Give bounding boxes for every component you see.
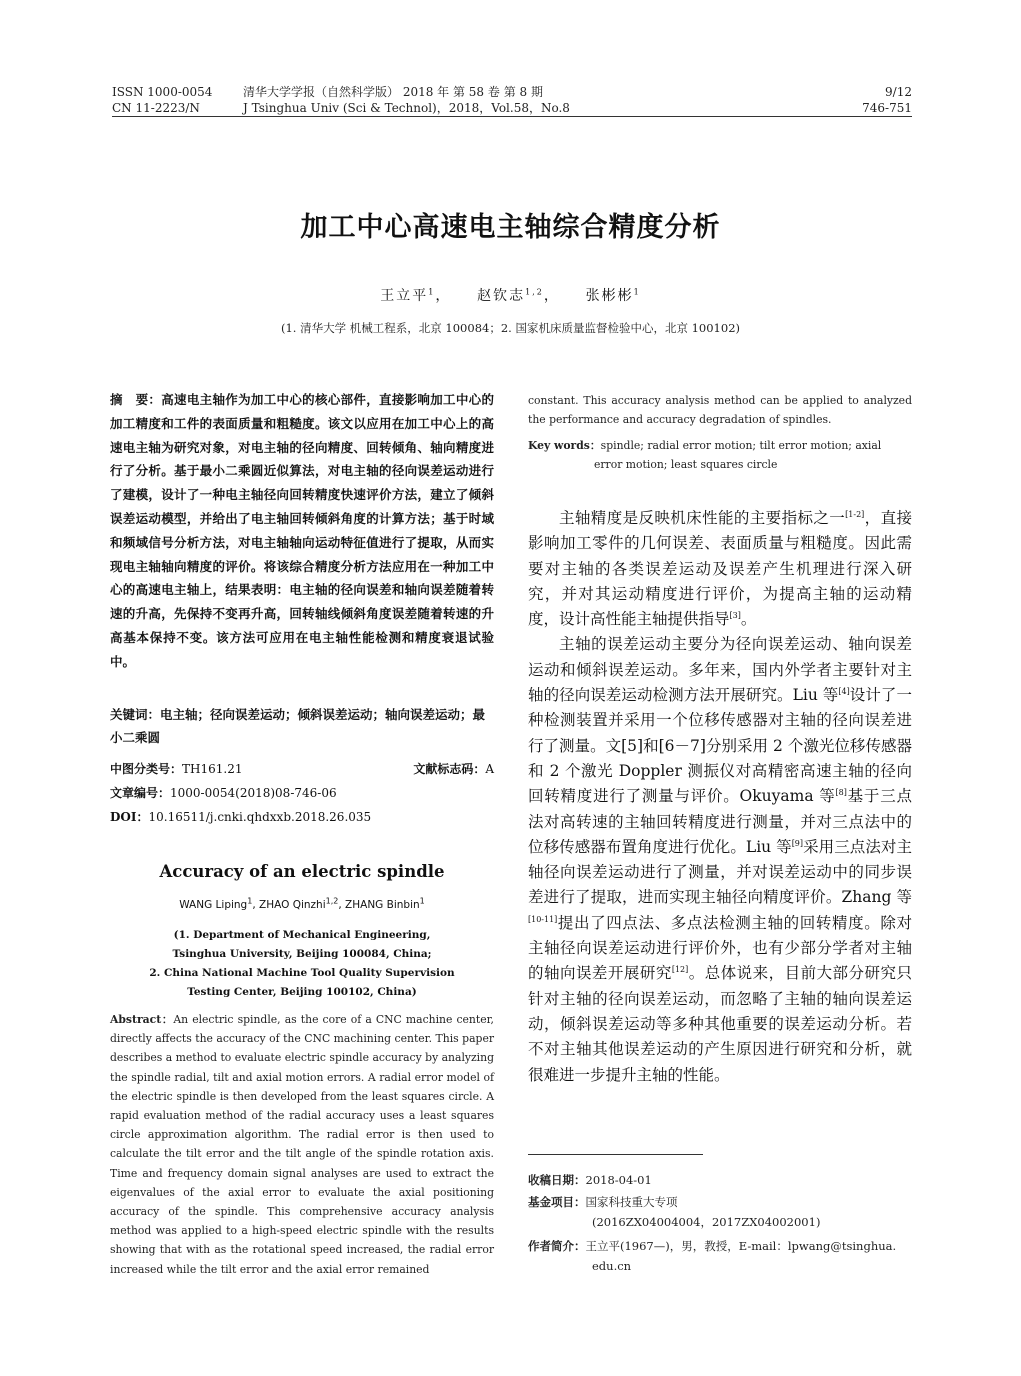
citation: [9] [791, 838, 804, 848]
affiliation: (1. 清华大学 机械工程系，北京 100084；2. 国家机床质量监督检验中心，北京 100102) [281, 321, 740, 335]
en-abstract-text: An electric spindle, as the core of a CNC machine center, directly affects the accuracy of the CNC machining center. This paper describes a method to evaluate electric spindle accuracy by analyzing the spindle radial, tilt and axial motion errors. A radial error model of the electric spindle is then developed from the least squares circle. A rapid evaluation method of the radial accuracy uses a least squares circle approximation algorithm. The radial error is then used to calculate the tilt error and the tilt angle of the spindle rotation axis. Time and frequency domain signal analyses are used to extract the eigenvalues of the axial error to evaluate the axial positioning accuracy of the spindle. This comprehensive accuracy analysis method was applied to a high-speed electric spindle with the results showing that with as the rotational speed increased, the radial error increased while the tilt error and the axial error remained [110, 1013, 494, 1276]
en-author-sup: 1 [247, 896, 253, 906]
en-author-sup: 1 [419, 896, 425, 906]
doc-code-label: 文献标志码： [413, 762, 486, 776]
body-text-run: 。总体说来，目前大部分研究只针对主轴的径向误差运动，而忽略了主轴的轴向误差运动，倾斜误差运动等多种其他重要的误差运动分析。若不对主轴其他误差运动的产生原因进行研究和分析，就很难进一步提升主轴的性能。 [528, 964, 912, 1084]
body-paragraph [528, 506, 912, 632]
cn-keywords-text: 电主轴；径向误差运动；倾斜误差运动；轴向误差运动；最小二乘圆 [110, 707, 486, 745]
cn-number: CN 11-2223/N [112, 101, 200, 115]
en-affil-line: (1. Department of Mechanical Engineering, [173, 929, 431, 941]
body-text [528, 506, 912, 1088]
author-sup: 1 [633, 287, 641, 297]
citation: [10-11] [528, 914, 558, 924]
en-affil-line: Tsinghua University, Beijing 100084, China; [172, 948, 432, 960]
en-keywords-line2: error motion; least squares circle [594, 458, 778, 472]
body-text-run: 采用三点法对主轴径向误差运动进行了测量，并对误差运动中的同步误差进行了提取，进而实现主轴径向精度评价。Zhang 等 [528, 837, 912, 907]
en-keywords-label: Key words： [528, 439, 601, 452]
body-text-run: 。 [740, 610, 757, 629]
author-sup: 1,2 [525, 287, 544, 297]
paper-title: 加工中心高速电主轴综合精度分析 [300, 212, 721, 243]
en-abstract-continued: constant. This accuracy analysis method can be applied to analyzed the performance and accuracy degradation of spindles. [528, 394, 912, 427]
footnote-fund [528, 1192, 912, 1232]
en-author-name: ZHANG Binbin [345, 899, 420, 911]
article-number-value: 1000-0054(2018)08-746-06 [170, 786, 337, 800]
cn-keywords [110, 703, 494, 749]
body-text-run: 基于三点法对高转速的主轴回转精度进行测量，并对三点法中的位移传感器布置角度进行优化。Liu 等 [528, 787, 912, 856]
en-keywords-line1: spindle; radial error motion; tilt error motion; axial [600, 439, 882, 452]
footnote-value: 王立平(1967—)，男，教授，E-mail：lpwang@tsinghua. [585, 1239, 897, 1253]
body-text-run: ，直接影响加工零件的几何误差、表面质量与粗糙度。因此需要对主轴的各类误差运动及误差产生机理进行深入研究，并对其运动精度进行评价，为提高主轴的运动精度，设计高性能主轴提供指导 [528, 509, 912, 629]
footnote-value: (2016ZX04004004，2017ZX04002001) [592, 1215, 821, 1229]
clc-label: 中图分类号： [110, 762, 183, 776]
author-name: 赵钦志 [477, 288, 526, 304]
en-author-sup: 1,2 [325, 896, 339, 906]
doi-label: DOI： [110, 810, 149, 824]
page-ratio: 9/12 [885, 85, 912, 99]
body-text-run: 主轴精度是反映机床性能的主要指标之一 [559, 509, 846, 527]
body-text-run: 主轴的误差运动主要分为径向误差运动、轴向误差运动和倾斜误差运动。多年来，国内外学者主要针对主轴的径向误差运动检测方法开展研究。Liu 等 [528, 635, 912, 705]
doc-code-value: A [485, 762, 494, 776]
en-author-name: WANG Liping [179, 899, 248, 911]
footnote-received [528, 1170, 912, 1190]
en-abstract [110, 1010, 494, 1279]
author-name: 张彬彬 [585, 288, 634, 304]
citation: [8] [835, 788, 847, 798]
en-author-name: ZHAO Qinzhi [259, 899, 326, 911]
body-text-run: 设计了一种检测装置并采用一个位移传感器对主轴的径向误差进行了测量。文[5]和[6－7]分别采用 2 个激光位移传感器和 2 个激光 Doppler 测振仪对高精密高速主轴的径向回转精度进行了测量与评价。Okuyama 等 [528, 686, 912, 806]
en-affil-line: Testing Center, Beijing 100102, China) [187, 986, 417, 998]
article-number-label: 文章编号： [110, 786, 171, 800]
citation: [3] [729, 611, 741, 621]
doi-value: 10.16511/j.cnki.qhdxxb.2018.26.035 [148, 810, 372, 824]
footnote-label: 作者简介： [528, 1239, 586, 1253]
author-list: 王立平$^1$， 赵钦志$^{1,2}$， 张彬彬$^1$ [380, 287, 641, 304]
citation: [1-2] [845, 509, 865, 519]
en-title: Accuracy of an electric spindle [159, 862, 445, 881]
en-author-list: WANG Liping$^1$, ZHAO Qinzhi$^{1,2}$, ZHANG Binbin$^1$ [179, 896, 425, 911]
page-range: 746-751 [862, 101, 912, 115]
footnote-rule [528, 1154, 703, 1155]
clc-row [110, 761, 494, 777]
footnote-label: 基金项目： [528, 1195, 586, 1209]
body-text-run: 提出了四点法、多点法检测主轴的回转精度。除对主轴径向误差运动进行评价外，也有少部分学者对主轴的轴向误差开展研究 [528, 913, 912, 983]
cn-keywords-label: 关键词： [110, 707, 161, 722]
en-keywords [528, 436, 912, 474]
footnote-value: 国家科技重大专项 [585, 1195, 678, 1209]
author-name: 王立平 [380, 288, 429, 304]
doi-row [110, 809, 494, 825]
clc-value: TH161.21 [182, 762, 243, 776]
footnote-bio [528, 1236, 912, 1276]
footnote-label: 收稿日期： [528, 1173, 586, 1187]
article-number-row [110, 785, 494, 801]
en-affil-line: 2. China National Machine Tool Quality Supervision [149, 967, 455, 979]
citation: [4] [838, 686, 850, 696]
header-rule [112, 116, 912, 117]
footnote-value: 2018-04-01 [585, 1173, 652, 1187]
footnote-value: edu.cn [592, 1259, 632, 1273]
author-sup: 1 [428, 287, 436, 297]
body-paragraph [528, 632, 912, 1087]
en-abstract-label: Abstract： [110, 1013, 174, 1026]
journal-name-cn: 清华大学学报（自然科学版） 2018 年 第 58 卷 第 8 期 [243, 85, 543, 99]
cn-abstract-text: 高速电主轴作为加工中心的核心部件，直接影响加工中心的加工精度和工件的表面质量和粗糙度。该文以应用在加工中心上的高速电主轴为研究对象，对电主轴的径向精度、回转倾角、轴向精度进行了分析。基于最小二乘圆近似算法，对电主轴的径向误差运动进行了建模，设计了一种电主轴径向回转精度快速评价方法，建立了倾斜误差运动模型，并给出了电主轴回转倾斜角度的计算方法；基于时域和频域信号分析方法，对电主轴轴向运动特征值进行了提取，从而实现电主轴轴向精度的评价。将该综合精度分析方法应用在一种加工中心的高速电主轴上，结果表明：电主轴的径向误差和轴向误差随着转速的升高，先保持不变再升高，回转轴线倾斜角度误差随着转速的升高基本保持不变。该方法可应用在电主轴性能检测和精度衰退试验中。 [110, 392, 494, 669]
en-affiliation [110, 926, 494, 1002]
citation: [12] [671, 965, 689, 975]
issn: ISSN 1000-0054 [112, 85, 213, 99]
cn-abstract-label: 摘 要： [110, 392, 162, 407]
cn-abstract [110, 388, 494, 674]
journal-name-en: J Tsinghua Univ (Sci & Technol)，2018，Vol.58，No.8 [243, 101, 570, 115]
